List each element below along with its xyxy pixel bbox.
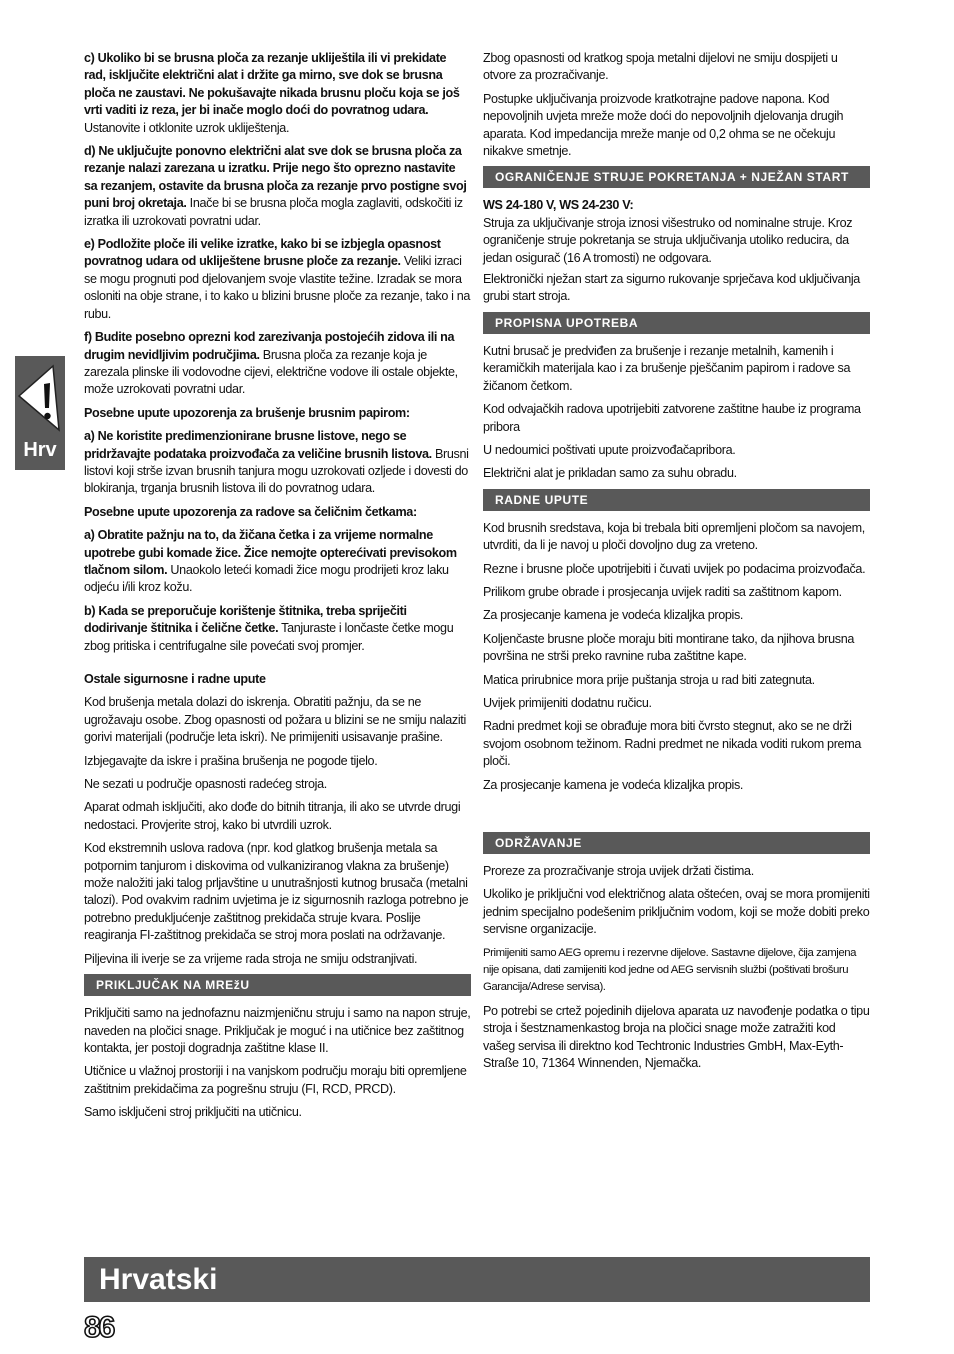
section-bar-current-limit: OGRANIČENJE STRUJE POKRETANJA + NJEŽAN START xyxy=(483,166,870,188)
side-tab-label: Hrv xyxy=(23,439,57,461)
paragraph: Elektronički nježan start za sigurno rukovanje sprječava kod uključivanja grubi start stroja. xyxy=(483,272,860,304)
paragraph-f: f) Budite posebno oprezni kod zarezivanja postojećih zidova ili na drugim nevidljivim područjima. Brusna ploča za rezanje koja je zarezala plinske ili vodovodne cijevi, električne vodove ili ostale objekte, može uzrokovati povratni udar. xyxy=(84,330,458,397)
paragraph: Ne sezati u područje opasnosti radećeg stroja. xyxy=(84,777,327,792)
paragraph: Kod odvajačkih radova upotrijebiti zatvorene zaštitne haube iz programa pribora xyxy=(483,402,861,434)
section-bar-mains: PRIKLJUČAK NA MREžU xyxy=(84,974,471,996)
paragraph: Koljenčaste brusne ploče moraju biti montirane tako, da njihova brusna površina ne strši preko ravnine ruba zaštitne kape. xyxy=(483,631,855,664)
warning-icon xyxy=(17,360,63,438)
paragraph: Rezne i brusne ploče upotrijebiti i čuvati uvijek po podacima proizvođača. xyxy=(483,561,866,576)
paragraph: Kod ekstremnih uslova radova (npr. kod glatkog brušenja metala sa potpornim tanjurom i diskovima od vulkaniziranog vlakna za brušenje) može naložiti jaki talog prljavštine u unutrašnjosti kutnog brusača (metalni talozi). Pod ovakvim radnim uvjetima je iz sigurnosnih razloga potrebno je potrebno predukljućenje zaštitnog prekidača struje kvara. Poslije reagiranja FI-zaštitnog prekidača se stroj mora poslati na održavanje. xyxy=(84,841,469,943)
paragraph: Samo isključeni stroj priključiti na utičnicu. xyxy=(84,1105,302,1120)
sanding-heading: Posebne upute upozorenja za brušenje brusnim papirom: xyxy=(84,405,410,420)
paragraph: Utičnice u vlažnoj prostoriji i na vanjskom području moraju biti opremljene zaštitnim prekidačima za pogrešnu struju (FI, RCD, PRCD). xyxy=(84,1064,467,1096)
paragraph-e: e) Podložite ploče ili velike izratke, kako bi se izbjegla opasnost povratnog udara od ukliještene brusne ploče za rezanje. Veliki izraci se mogu prognuti pod djelovanjem svoje vlastite težine. Izradak se mora osloniti na obje strane, i to kako u blizini brusne ploče za rezanje, tako i na rubu. xyxy=(84,237,471,321)
paragraph: Ukoliko je priključni vod električnog alata oštećen, ovaj se mora promijeniti jednim specijalno podešenim priključnim vodom, koji se može dobiti preko servisne organizacije. xyxy=(483,887,870,937)
paragraph-brush-a: a) Obratite pažnju na to, da žičana četka i za vrijeme normalne upotrebe gubi komade žice. Žice nemojte opterećivati previsokom tlačnom silom. Unaokolo leteći komadi žice mogu prodrijeti kroz laku odjeću i/ili kroz kožu. xyxy=(84,528,457,595)
paragraph: Proreze za prozračivanje stroja uvijek držati čistima. xyxy=(483,864,754,878)
side-language-tab xyxy=(15,356,65,470)
paragraph-d: d) Ne uključujte ponovno električni alat sve dok se brusna ploča za rezanje nalazi zarezana u izratku. Prije nego što oprezno nastavite sa rezanjem, ostavite da brusna ploča za rezanje prvo postigne svoj puni broj okretaja. Inače bi se brusna ploča mogla zaglaviti, odskočiti iz izratka ili uzrokovati povratni udar. xyxy=(84,144,467,228)
footer-language-title: Hrvatski xyxy=(99,1263,218,1296)
footer-language-bar xyxy=(84,1257,870,1302)
paragraph: Matica prirubnice mora prije puštanja stroja u rad biti zategnuta. xyxy=(483,672,815,687)
section-bar-intended-use: PROPISNA UPOTREBA xyxy=(483,312,870,334)
paragraph: Za prosjecanje kamena je vodeća klizaljka propis. xyxy=(483,608,744,623)
paragraph: U nedoumici poštivati upute proizvođačapribora. xyxy=(483,442,736,457)
paragraph-brush-b: b) Kada se preporučuje korištenje štitnika, treba spriječiti dodirivanje štitnika i čelične četke. Tanjuraste i lončaste četke mogu zbog pritiska i centrifugalne sile povećati svoj promjer. xyxy=(84,603,454,653)
section-bar-maintenance: ODRŽAVANJE xyxy=(483,832,870,854)
paragraph: Zbog opasnosti od kratkog spoja metalni dijelovi ne smiju dospijeti u otvore za prozračivanje. xyxy=(483,51,838,83)
paragraph: Električni alat je prikladan samo za suhu obradu. xyxy=(483,466,737,481)
paragraph: Priključiti samo na jednofaznu naizmjeničnu struju i samo na napon struje, naveden na pločici snage. Priključak je moguć i na utičnice bez zaštitnog kontakta, jer postoji dogradnja zaštitne klase II. xyxy=(84,1006,471,1055)
paragraph: Piljevina ili iverje se za vrijeme rada stroja ne smiju odstranjivati. xyxy=(84,951,418,966)
section-bar-work-instructions: RADNE UPUTE xyxy=(483,489,870,511)
paragraph-limit: WS 24-180 V, WS 24-230 V: Struja za uključivanje stroja iznosi višestruko od nominalne struje. Kroz ograničenje struje pokretanja se struja uključivanja utoliko reducira, da jedan osigurač (16 A tromosti) ne odgovara. xyxy=(483,198,853,265)
paragraph: Kod brusnih sredstava, koja bi trebala biti opremljeni pločom sa navojem, utvrditi, da li je navoj u ploči dovoljno dug za vreteno. xyxy=(483,520,865,553)
paragraph: Radni predmet koji se obrađuje mora biti čvrsto stegnut, ako se ne drži svojom osobnom težinom. Radni predmet ne nikada voditi rukom prema ploči. xyxy=(483,719,861,769)
paragraph: Po potrebi se crtež pojedinih dijelova aparata uz navođenje podatka o tipu stroja i šestznamenkastog broja na pločici snage može zatražiti kod vašeg servisa ili direktno kod Techtronic Industries GmbH, Max-Eyth-Straße 10, 71364 Winnenden, Njemačka. xyxy=(483,1003,870,1071)
brush-heading: Posebne upute upozorenja za radove sa čeličnim četkama: xyxy=(84,504,417,519)
page-number: 86 xyxy=(84,1311,114,1344)
other-safety-heading: Ostale sigurnosne i radne upute xyxy=(84,672,266,686)
left-column xyxy=(84,50,471,1128)
paragraph: Kod brušenja metala dolazi do iskrenja. Obratiti pažnju, da se ne ugrožavaju osobe. Zbog opasnosti od požara u blizini se ne smiju nalaziti gorivi materijali (područje leta iskri). Ne primijeniti usisavanje prašine. xyxy=(84,695,466,745)
paragraph: Izbjegavajte da iskre i prašina brušenja ne pogode tijelo. xyxy=(84,753,378,768)
paragraph: Kutni brusač je predviđen za brušenje i rezanje metalnih, kamenih i keramičkih materijala kao i za brušenje pješčanim papirom i radove sa žičanom četkom. xyxy=(483,343,851,393)
paragraph: Prilikom grube obrade i prosjecanja uvijek raditi sa zaštitnom kapom. xyxy=(483,584,842,599)
paragraph-c: c) Ukoliko bi se brusna ploča za rezanje ukliještila ili vi prekidate rad, isključite električni alat i držite ga mirno, sve dok se brusna ploča ne zaustavi. Ne pokušavajte nikada brusnu ploču koja se još vrti vaditi iz reza, jer bi inače moglo doći do povratnog udara. Ustanovite i otklonite uzrok ukliještenja. xyxy=(84,51,460,135)
right-column xyxy=(483,50,870,1078)
paragraph: Za prosjecanje kamena je vodeća klizaljka propis. xyxy=(483,777,744,792)
paragraph: Postupke uključivanja proizvode kratkotrajne padove napona. Kod nepovoljnih uvjeta mreže može doći do nepovoljnih djelovanja drugih aparata. Kod impedancija mreže manje od 0,2 ohma se ne očekuju nikakve smetnje. xyxy=(483,91,844,159)
paragraph: Uvijek primijeniti dodatnu ručicu. xyxy=(483,695,652,710)
paragraph: Primijeniti samo AEG opremu i rezervne dijelove. Sastavne dijelove, čija zamjena nije opisana, dati zamijeniti kod jedne od AEG servisnih službi (poštivati brošuru Garancija/Adrese servisa). xyxy=(483,946,856,994)
paragraph: Aparat odmah isključiti, ako dođe do bitnih titranja, ili ako se utvrde drugi nedostaci. Provjerite stroj, kako bi utvrdili uzrok. xyxy=(84,800,461,832)
paragraph-sanding-a: a) Ne koristite predimenzionirane brusne listove, nego se pridržavajte podataka proizvođača za veličine brusnih listova. Brusni listovi koji strše izvan brusnih tanjura mogu uzrokovati ozljede i dovesti do blokiranja, trganja brusnih listova ili do povratnog udara. xyxy=(84,429,469,496)
